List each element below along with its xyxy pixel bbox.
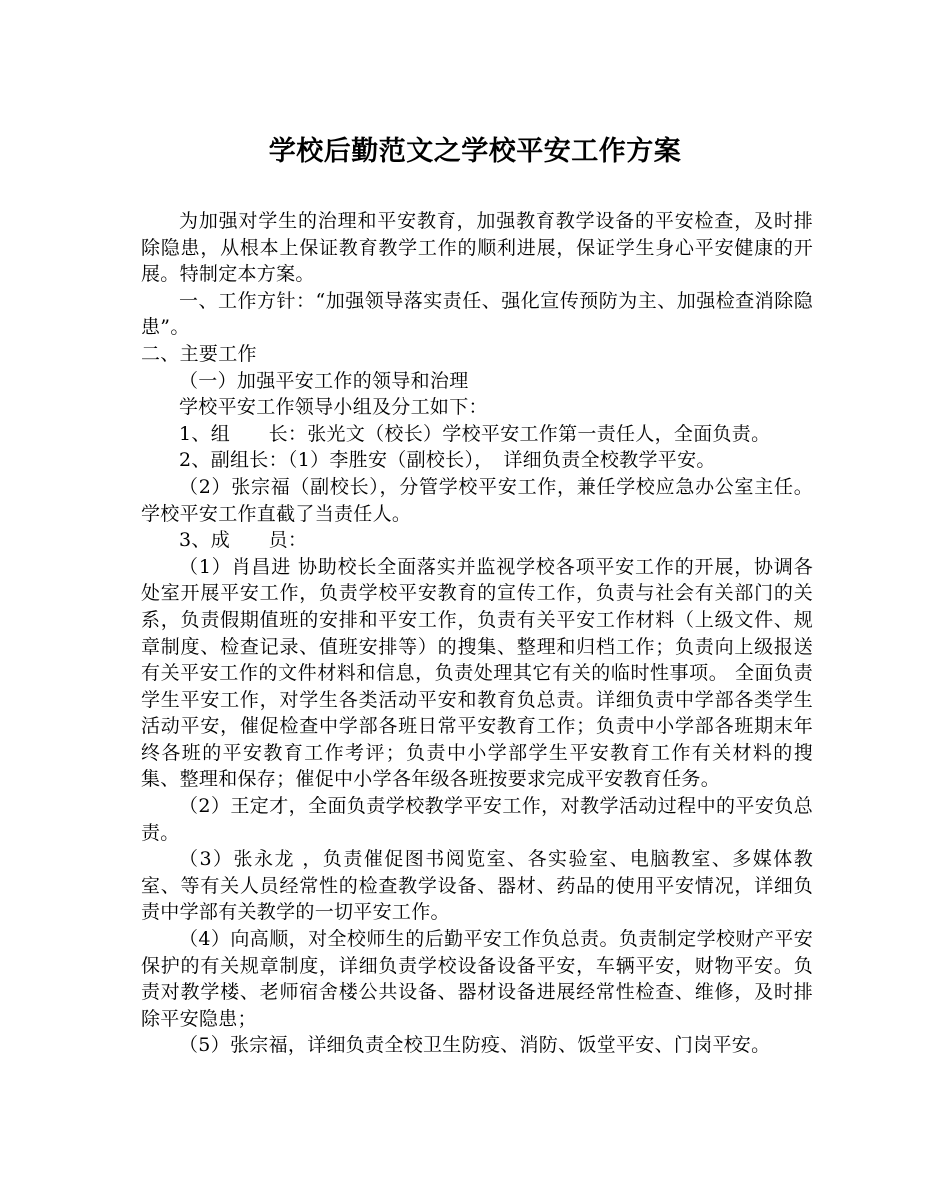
paragraph-policy: 一、工作方针：“加强领导落实责任、强化宣传预防为主、加强检查消除隐患”。 <box>141 289 813 339</box>
paragraph-members-heading: 3、成 员： <box>179 529 308 552</box>
paragraph-member-1: （1）肖昌进 协助校长全面落实并监视学校各项平安工作的开展，协调各处室开展平安工作，负责学校平安教育的宣传工作，负责与社会有关部门的关系，负责假期值班的安排和平安工作，负责有关平安工作材料（上级文件、规章制度、检查记录、值班安排等）的搜集、整理和归档工作；负责向上级报送有关平安工作的文件材料和信息，负责处理其它有关的临时性事项。 全面负责学生平安工作，对学生各类活动平安和教育负总责。详细负责中学部各类学生活动平安，催促检查中学部各班日常平安教育工作；负责中小学部各班期末年终各班的平安教育工作考评；负责中小学部学生平安教育工作有关材料的搜集、整理和保存；催促中小学各年级各班按要求完成平安教育任务。 <box>141 555 813 791</box>
paragraph-group-intro: 学校平安工作领导小组及分工如下： <box>179 396 488 419</box>
paragraph-member-4: （4）向高顺，对全校师生的后勤平安工作负总责。负责制定学校财产平安保护的有关规章制度，详细负责学校设备设备平安，车辆平安，财物平安。负责对教学楼、老师宿舍楼公共设备、器材设备进展经常性检查、维修，及时排除平安隐患； <box>141 928 813 1030</box>
paragraph-member-2: （2）王定才，全面负责学校教学平安工作，对教学活动过程中的平安负总责。 <box>141 795 813 844</box>
paragraph-intro: 为加强对学生的治理和平安教育，加强教育教学设备的平安检查，及时排除隐患，从根本上保证教育教学工作的顺利进展，保证学生身心平安健康的开展。特制定本方案。 <box>141 210 813 286</box>
paragraph-member-5: （5）张宗福，详细负责全校卫生防疫、消防、饭堂平安、门岗平安。 <box>179 1034 771 1057</box>
paragraph-deputy-leader: 2、副组长：（1）李胜安（副校长）， 详细负责全校教学平安。 <box>179 449 716 472</box>
paragraph-leader: 1、组 长：张光文（校长）学校平安工作第一责任人，全面负责。 <box>179 422 771 445</box>
document-title: 学校后勤范文之学校平安工作方案 <box>268 136 682 167</box>
document-body <box>141 208 813 1059</box>
paragraph-deputy-leader-2: （2）张宗福（副校长），分管学校平安工作，兼任学校应急办公室主任。学校平安工作直截了当责任人。 <box>141 475 813 525</box>
subsection-heading-leadership: （一）加强平安工作的领导和治理 <box>179 369 469 392</box>
paragraph-member-3: （3）张永龙 ，负责催促图书阅览室、各实验室、电脑教室、多媒体教室、等有关人员经常性的检查教学设备、器材、药品的使用平安情况，详细负责中学部有关教学的一切平安工作。 <box>141 848 813 924</box>
section-heading-main-work: 二、主要工作 <box>141 342 257 365</box>
